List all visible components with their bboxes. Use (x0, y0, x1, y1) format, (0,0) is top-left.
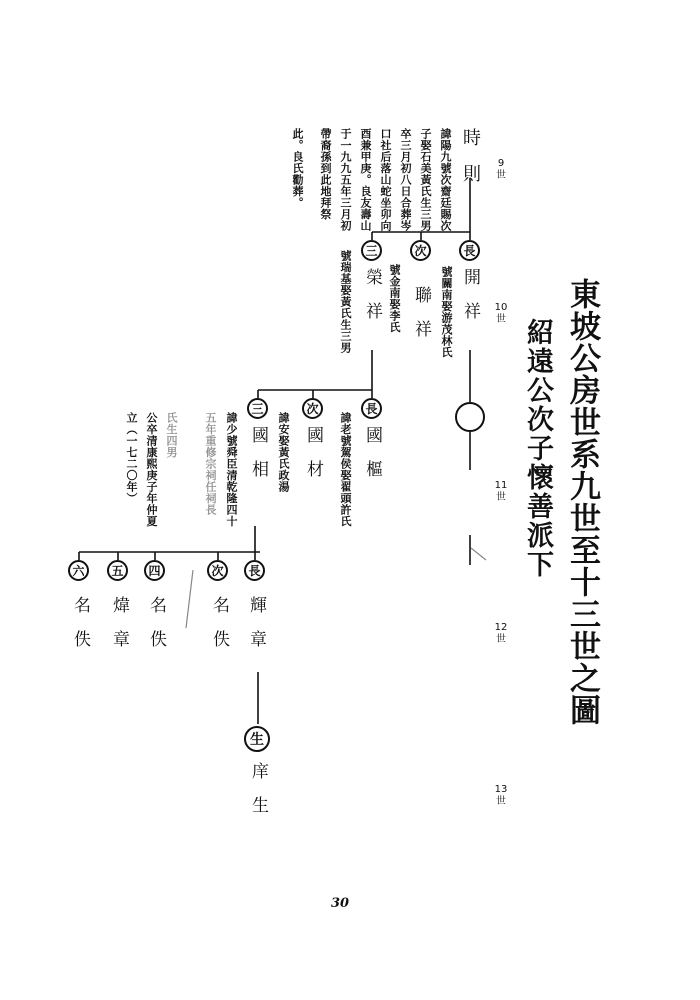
gen10-rank-3: 三 (361, 240, 382, 261)
generation-label-9: 9 世 (496, 158, 506, 181)
gen12-name-4: 名 佚 (146, 596, 166, 647)
gen12-name-2: 名 佚 (209, 596, 229, 647)
gen10-note-1: 號關南娶游茂林氏 (440, 266, 453, 358)
gen9-note-4: 口社后落山蛇坐卯向 (379, 128, 392, 232)
gen9-note-8: 此。良氏勸葬。 (291, 128, 304, 209)
page-number: 30 (330, 896, 350, 911)
gen11-side-note-3: 氏生四男 (165, 412, 178, 458)
gen11-name-1: 國 樞 (362, 426, 382, 477)
gen10-name-2: 聯 祥 (411, 286, 431, 337)
gen11-name-3: 國 相 (248, 426, 268, 477)
gen10-name-1: 開 祥 (460, 268, 480, 319)
generation-label-13: 13 世 (494, 784, 508, 807)
gen12-name-1: 輝 章 (246, 596, 266, 647)
gen10-note-2: 號金南娶李氏 (388, 264, 401, 333)
gen9-name: 時 則 (460, 128, 481, 182)
gen12-rank-5: 五 (107, 560, 128, 581)
gen9-note-2: 子娶石美黃氏生三男 (419, 128, 432, 232)
unknown-descendant-circle (455, 402, 485, 432)
gen12-rank-2: 次 (207, 560, 228, 581)
generation-label-12: 12 世 (494, 622, 508, 645)
gen11-note-3b: 五年重修宗祠任祠長 (204, 412, 217, 516)
gen11-note-1: 諱老號駕侯娶翟頭許氏 (339, 412, 352, 527)
gen13-rank-1: 生 (244, 726, 270, 752)
gen12-rank-4: 四 (144, 560, 165, 581)
generation-label-10: 10 世 (494, 302, 508, 325)
gen12-name-6: 名 佚 (70, 596, 90, 647)
gen10-name-3: 榮 祥 (362, 268, 382, 319)
gen13-name-1: 庠 生 (248, 762, 268, 813)
gen11-side-note-1: 公卒清康熙庚子年仲夏 (145, 412, 158, 527)
gen9-note-6: 于一九九五年三月初 (339, 128, 352, 232)
gen9-note-3: 卒三月初八日合葬岑 (399, 128, 412, 232)
gen12-rank-6: 六 (68, 560, 89, 581)
gen11-side-note-2: 立（一七二〇年） (125, 412, 138, 504)
gen11-rank-1: 長 (361, 398, 382, 419)
gen11-rank-2: 次 (302, 398, 323, 419)
page-title: 東坡公房世系九世至十三世之圖 (564, 278, 600, 726)
page-subtitle: 紹遠公次子懷善派下 (522, 318, 553, 579)
gen11-rank-3: 三 (247, 398, 268, 419)
gen10-rank-2: 次 (410, 240, 431, 261)
gen11-note-2: 諱安娶黃氏政湯 (277, 412, 290, 493)
gen12-rank-1: 長 (244, 560, 265, 581)
generation-label-11: 11 世 (494, 480, 508, 503)
gen10-note-3: 號瑞基娶黃氏生三男 (339, 250, 352, 354)
gen12-name-5: 煒 章 (109, 596, 129, 647)
gen11-note-3a: 諱少號舜臣清乾隆四十 (225, 412, 238, 527)
gen11-name-2: 國 材 (303, 426, 323, 477)
gen9-note-1: 諱陽九號次齋廷賜次 (439, 128, 452, 232)
gen9-note-5: 酉兼甲庚。良友壽山 (359, 128, 372, 232)
gen10-rank-1: 長 (459, 240, 480, 261)
gen9-note-7: 帶裔孫到此地拜祭 (319, 128, 332, 220)
